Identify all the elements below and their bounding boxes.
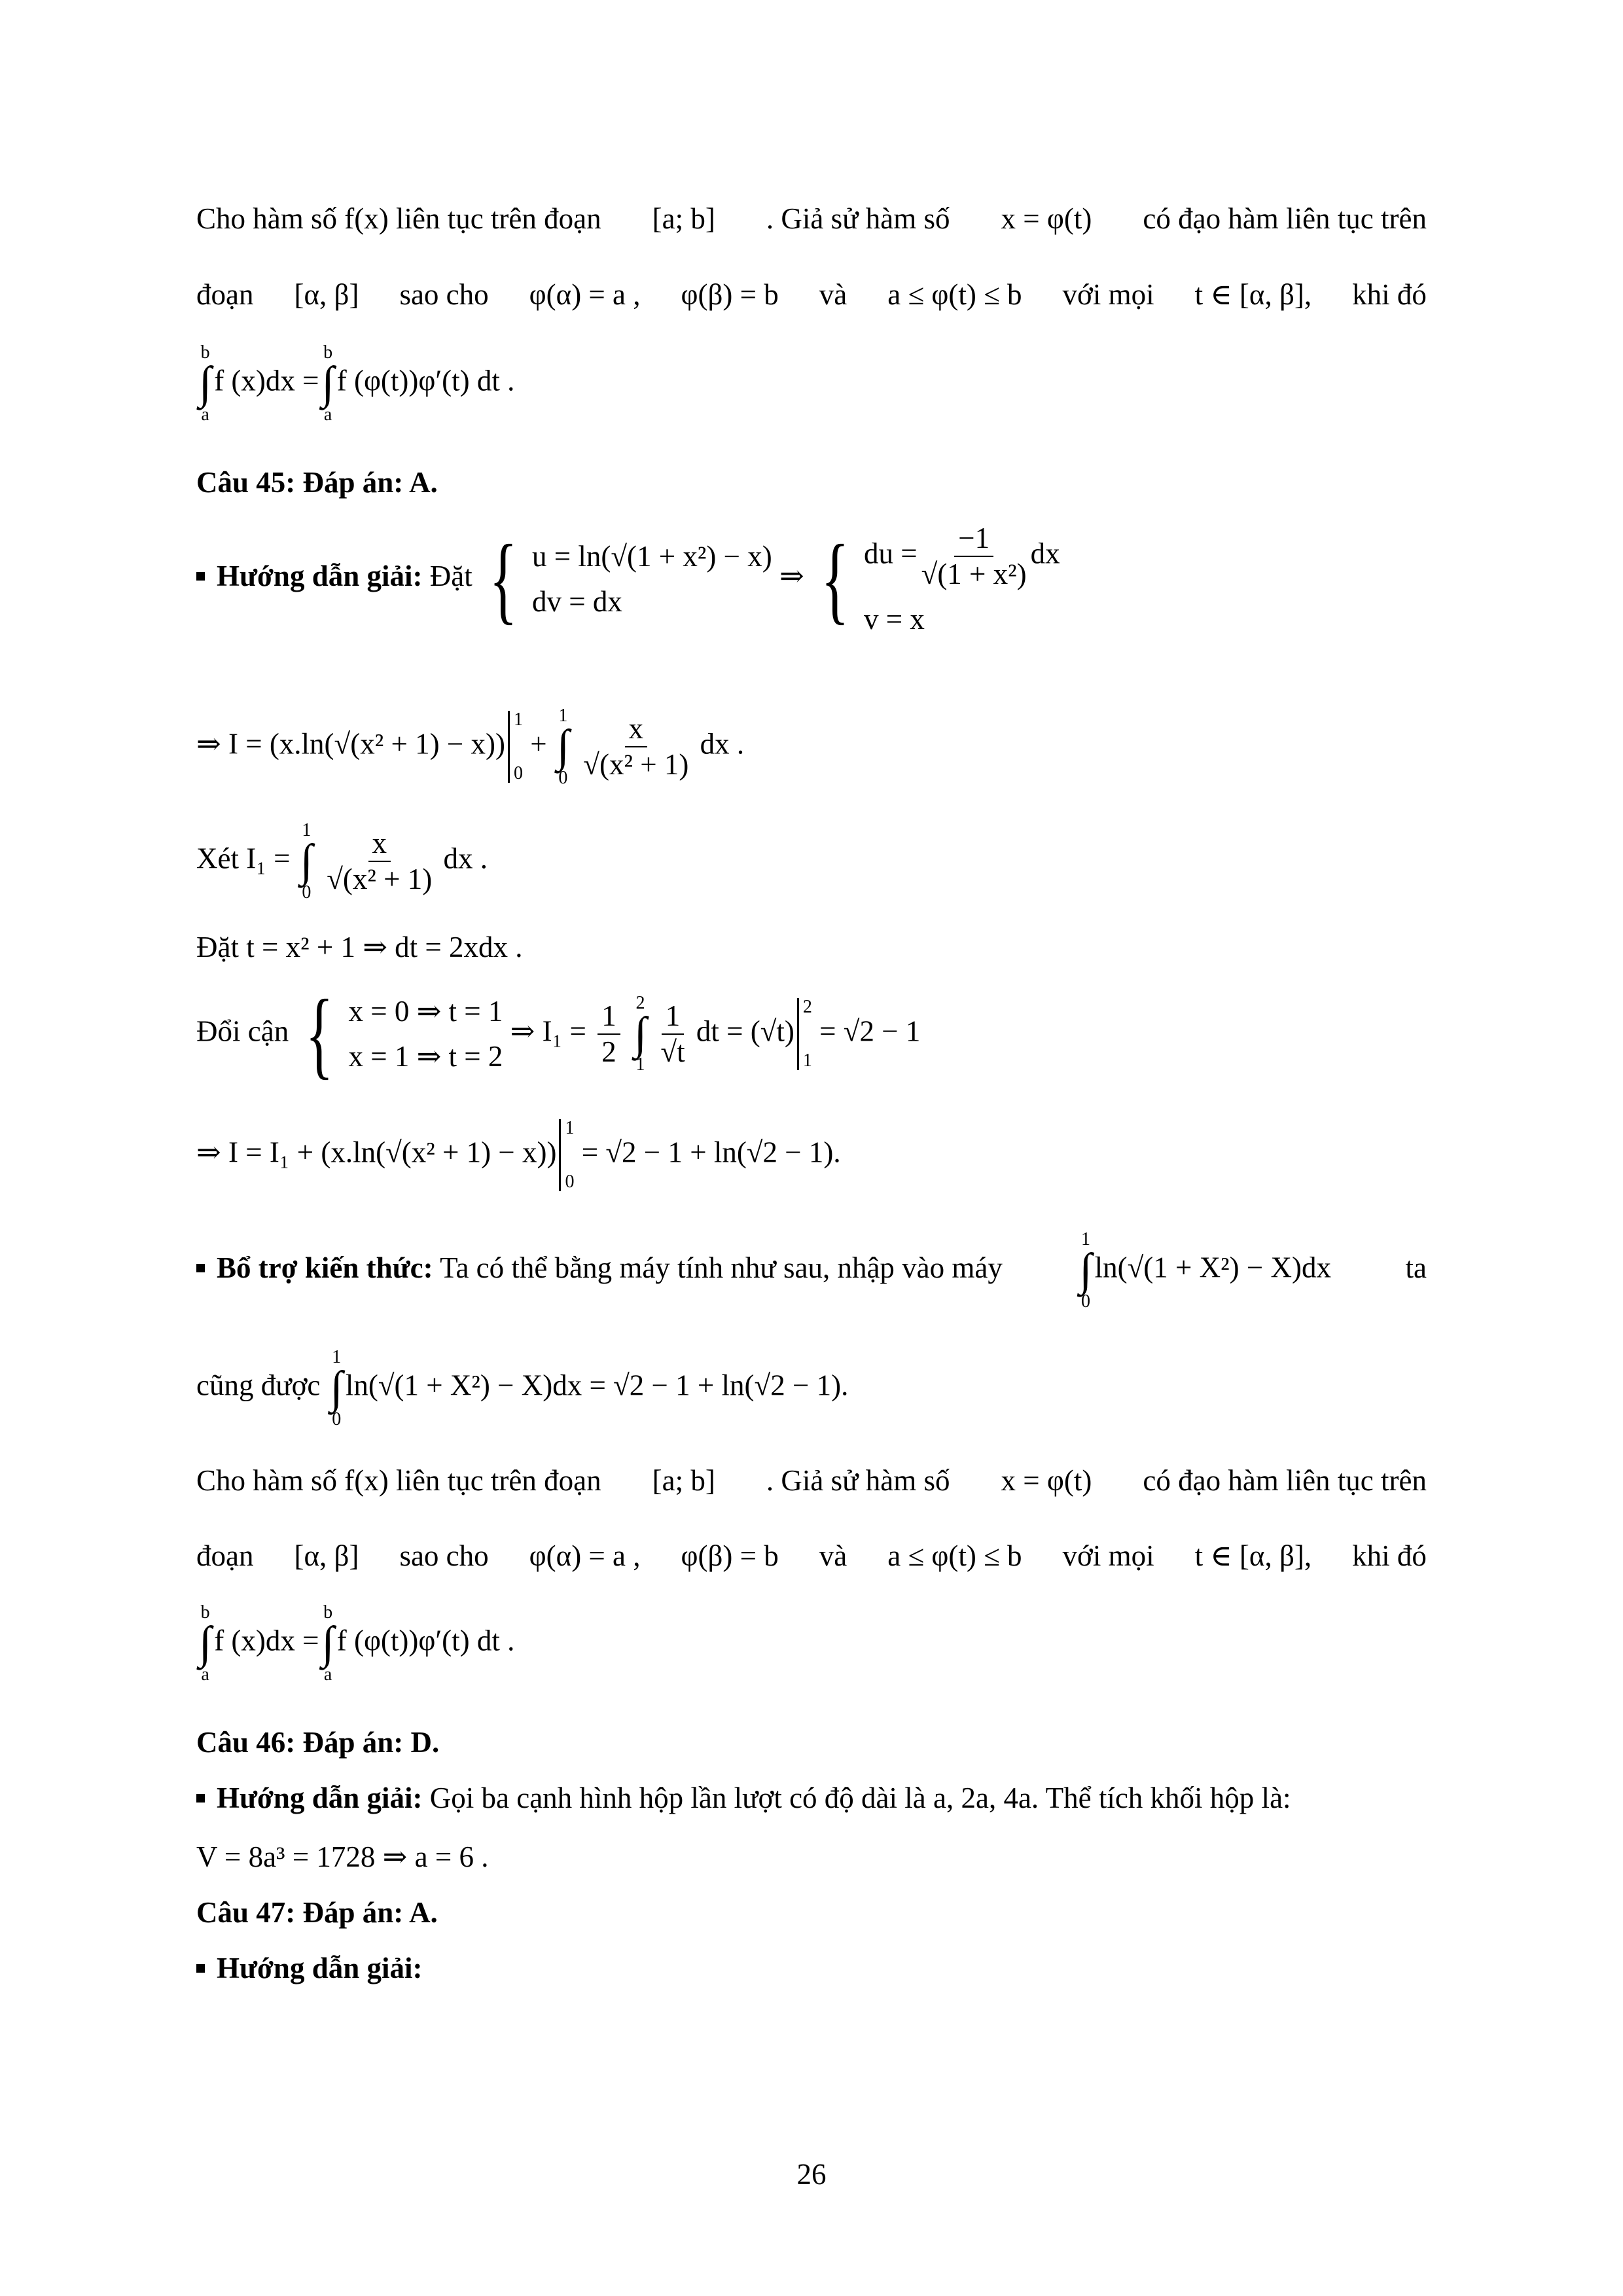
q46-title: Câu 46: Đáp án: D.	[196, 1726, 440, 1759]
math: ln(√(1 + X²) − X)dx	[345, 1369, 582, 1402]
integral: 1 ∫ 0	[300, 820, 313, 903]
math: u = ln(√(1 + x²) − x)	[531, 539, 772, 573]
math: f (φ(t))φ′(t) dt .	[336, 364, 515, 397]
text: khi đó	[1352, 278, 1427, 311]
page-number: 26	[796, 2158, 827, 2191]
text: có đạo hàm liên tục trên	[1143, 202, 1427, 235]
integral: b ∫ a	[321, 1602, 334, 1685]
math: [α, β]	[294, 278, 359, 311]
q45-also-line	[196, 1348, 1427, 1429]
text: Ta có thể bằng máy tính như sau, nhập vào máy	[440, 1251, 1003, 1284]
eval-bar: 1 0	[508, 711, 523, 783]
math: dx .	[700, 727, 745, 761]
q45-title: Câu 45: Đáp án: A.	[196, 466, 438, 499]
p1-repeat-line2: đoạn [α, β] sao cho φ(α) = a , φ(β) = b và a ≤ φ(t) ≤ b với mọi t ∈ [α, β], khi đó	[196, 1539, 1427, 1572]
math: a ≤ φ(t) ≤ b	[887, 278, 1022, 311]
text: Cho hàm số f(x) liên tục trên đoạn	[196, 202, 601, 235]
guide-label: Hướng dẫn giải:	[217, 1952, 423, 1984]
q45-consider-line	[196, 821, 1427, 902]
q45-sub-line: Đặt t = x² + 1 ⇒ dt = 2xdx .	[196, 931, 523, 963]
integral: 1 ∫ 0	[330, 1347, 343, 1429]
support-label: Bổ trợ kiến thức:	[217, 1251, 433, 1284]
integral: 1 ∫ 0	[1079, 1229, 1092, 1312]
q46-guide-line	[196, 1784, 1427, 1813]
q47-guide-line	[196, 1954, 1427, 1983]
text: . Giả sử hàm số	[766, 202, 950, 235]
text: sao cho	[399, 278, 489, 311]
text: ta	[1405, 1251, 1427, 1284]
math: ⇒ I₁ =	[510, 1014, 586, 1048]
text: Gọi ba cạnh hình hộp lần lượt có độ dài là a, 2a, 4a. Thể tích khối hộp là:	[429, 1782, 1291, 1814]
math: = √2 − 1	[819, 1014, 921, 1048]
math: ⇒	[779, 559, 804, 592]
fraction: $\frac{x}{\text{√(x² + 1)}}$	[327, 827, 433, 896]
integral: 1 ∫ 0	[556, 706, 570, 788]
integral: b ∫ a	[321, 342, 334, 425]
math: ⇒ I = (x.ln(√(x² + 1) − x))	[196, 727, 505, 761]
math: v = x	[863, 603, 925, 636]
q45-I-line	[196, 707, 1427, 787]
bullet-icon	[196, 572, 205, 581]
system-left: { u = ln(√(1 + x²) − x) dv = dx	[489, 524, 772, 634]
math: φ(β) = b	[681, 278, 779, 311]
text: Xét	[196, 842, 239, 875]
text: đoạn	[196, 278, 254, 311]
math: dt = (√t)	[696, 1014, 794, 1048]
math-interval: [a; b]	[652, 202, 715, 235]
system-right: { du = $\frac{-1}{\text{√(1 + x²)}}$ dx v = x	[821, 522, 1060, 636]
q45-final-line	[196, 1119, 1427, 1191]
fraction: $\frac{x}{\text{√(x² + 1)}}$	[583, 712, 689, 781]
guide-label: Hướng dẫn giải:	[217, 1782, 423, 1814]
fraction-half: $\frac{1}{2}$	[597, 1001, 620, 1067]
limits-system: { x = 0 ⇒ t = 1 x = 1 ⇒ t = 2	[305, 980, 503, 1088]
math: ln(√(1 + X²) − X)dx	[1094, 1251, 1331, 1284]
math-substitution: x = φ(t)	[1001, 202, 1092, 235]
math: t ∈ [α, β],	[1194, 278, 1312, 311]
text: Đặt	[429, 559, 473, 592]
integral: b ∫ a	[199, 1602, 212, 1685]
integral: 2 ∫ 1	[633, 992, 647, 1075]
q45-guide-line	[196, 524, 1427, 634]
integral: b ∫ a	[199, 342, 212, 425]
q45-change-limits	[196, 980, 1427, 1088]
p1-repeat-line1: Cho hàm số f(x) liên tục trên đoạn [a; b] . Giả sử hàm số x = φ(t) có đạo hàm liên tục trên	[196, 1464, 1427, 1497]
text: với mọi	[1062, 278, 1154, 311]
bullet-icon	[196, 1794, 205, 1803]
text: Đổi cận	[196, 1014, 289, 1048]
p1-line1	[196, 204, 1427, 234]
eval-bar: 1 0	[559, 1119, 574, 1191]
q47-title: Câu 47: Đáp án: A.	[196, 1896, 438, 1929]
p1-repeat-line3: b ∫ a f (x)dx = b ∫ a f (φ(t))φ′(t) dt .	[199, 1602, 515, 1685]
math: = √2 − 1 + ln(√2 − 1).	[581, 1136, 841, 1169]
text: và	[819, 278, 847, 311]
math: I₁ =	[246, 842, 291, 875]
bullet-icon	[196, 1964, 205, 1973]
math: dx .	[443, 842, 488, 875]
math: f (x)dx =	[214, 364, 319, 397]
math: ⇒ I = I₁ + (x.ln(√(x² + 1) − x))	[196, 1136, 557, 1169]
bullet-icon	[196, 1264, 205, 1272]
text: cũng được	[196, 1369, 321, 1402]
q45-support-line	[196, 1230, 1427, 1311]
math: dv = dx	[531, 584, 622, 618]
p1-line2	[196, 280, 1427, 310]
guide-label: Hướng dẫn giải:	[217, 559, 423, 592]
math: = √2 − 1 + ln(√2 − 1).	[589, 1369, 849, 1402]
p1-line3-formula	[196, 344, 1427, 424]
eval-bar: 2 1	[797, 998, 812, 1070]
q46-volume: V = 8a³ = 1728 ⇒ a = 6 .	[196, 1840, 489, 1873]
math: +	[530, 727, 547, 761]
math: φ(α) = a ,	[529, 278, 641, 311]
fraction: $\frac{1}{√t}$	[660, 999, 685, 1068]
